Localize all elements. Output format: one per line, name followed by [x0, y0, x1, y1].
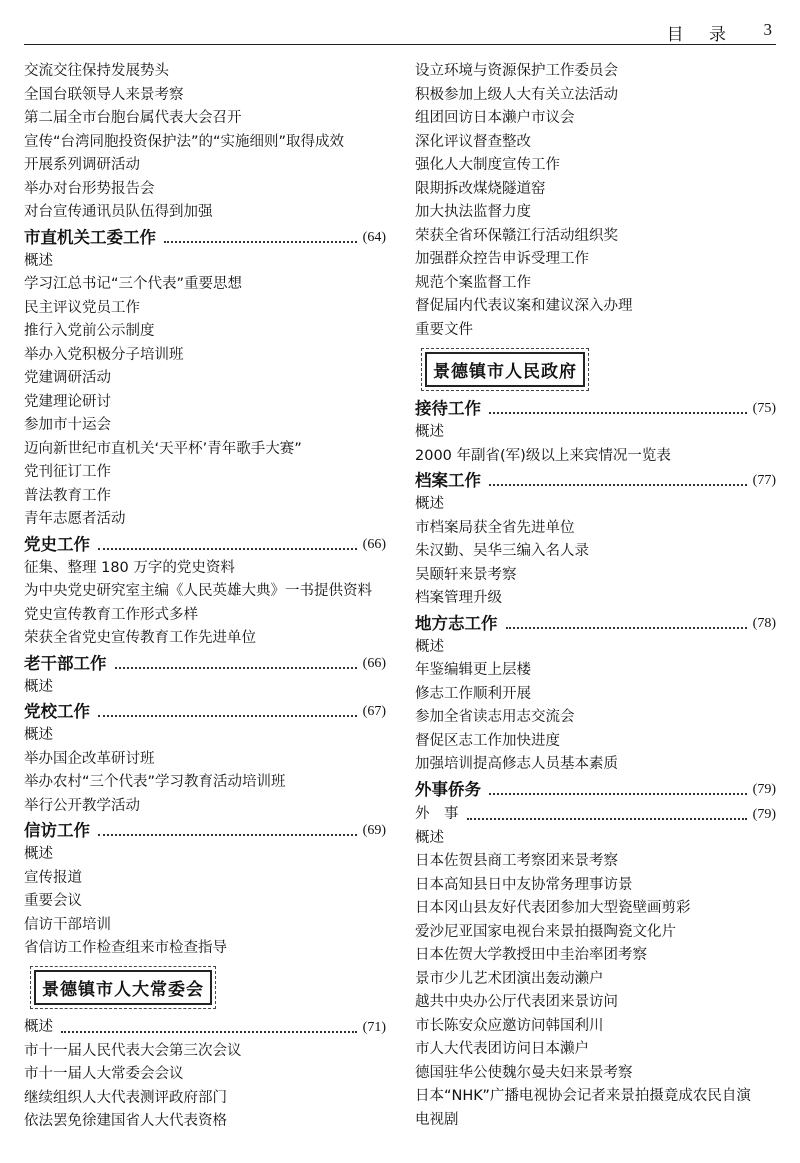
- toc-section-heading[interactable]: [24, 818, 386, 843]
- toc-entry[interactable]: 党刊征订工作: [24, 464, 111, 480]
- toc-entry[interactable]: 积极参加上级人大有关立法活动: [415, 86, 618, 103]
- section-page-number: (75): [752, 401, 776, 416]
- toc-entry[interactable]: 党建理论研讨: [24, 393, 111, 410]
- toc-entry[interactable]: 2000 年副省(军)级以上来宾情况一览表: [415, 447, 671, 464]
- toc-entry[interactable]: 强化人大制度宣传工作: [415, 157, 560, 173]
- toc-entry[interactable]: 依法罢免徐建国省人大代表资格: [24, 1113, 227, 1129]
- section-title: 老干部工作: [24, 653, 107, 673]
- toc-entry[interactable]: 概述: [415, 424, 444, 440]
- toc-entry[interactable]: 概述: [24, 678, 53, 695]
- section-title: 党史工作: [24, 534, 90, 554]
- dot-leader: [98, 834, 357, 836]
- section-page-number: (66): [362, 536, 386, 552]
- toc-entry[interactable]: 征集、整理 180 万字的党史资料: [24, 559, 235, 576]
- toc-entry[interactable]: 推行入党前公示制度: [24, 323, 155, 339]
- toc-entry[interactable]: 越共中央办公厅代表团来景访问: [415, 994, 618, 1010]
- toc-entry[interactable]: 设立环境与资源保护工作委员会: [415, 63, 618, 79]
- section-page-number: (79): [752, 806, 776, 822]
- toc-entry[interactable]: 电视剧: [415, 1111, 459, 1128]
- toc-entry[interactable]: 日本佐贺县商工考察团来景考察: [415, 853, 618, 869]
- toc-entry[interactable]: 交流交往保持发展势头: [24, 63, 169, 79]
- toc-entry[interactable]: 青年志愿者活动: [24, 511, 126, 527]
- toc-entry[interactable]: 日本冈山县友好代表团参加大型瓷壁画剪彩: [415, 900, 691, 916]
- toc-entry[interactable]: 朱汉勤、吴华三编入名人录: [415, 543, 589, 559]
- toc-entry[interactable]: 加大执法监督力度: [415, 204, 531, 220]
- toc-entry[interactable]: 全国台联领导人来景考察: [24, 86, 184, 103]
- chapter-banner: [24, 961, 386, 1015]
- toc-entry[interactable]: 举办入党积极分子培训班: [24, 346, 184, 363]
- section-title: 外 事: [415, 805, 459, 822]
- toc-entry[interactable]: 第二届全市台胞台属代表大会召开: [24, 110, 242, 126]
- toc-entry-with-page[interactable]: [415, 802, 776, 827]
- toc-entry[interactable]: 市长陈安众应邀访问韩国利川: [415, 1017, 604, 1034]
- toc-entry[interactable]: 督促届内代表议案和建议深入办理: [415, 298, 633, 314]
- toc-entry[interactable]: 年鉴编辑更上层楼: [415, 662, 531, 678]
- toc-entry[interactable]: 举办农村“三个代表”学习教育活动培训班: [24, 774, 286, 790]
- section-page-number: (71): [362, 1019, 386, 1035]
- toc-entry[interactable]: 市档案局获全省先进单位: [415, 519, 575, 536]
- toc-entry[interactable]: 信访干部培训: [24, 916, 111, 933]
- section-title: 市直机关工委工作: [24, 227, 156, 247]
- section-title: 概述: [24, 1018, 53, 1035]
- toc-entry[interactable]: 概述: [415, 829, 444, 846]
- chapter-banner: [415, 342, 776, 396]
- section-page-number: (78): [752, 615, 776, 631]
- section-title: 档案工作: [415, 471, 481, 490]
- toc-entry[interactable]: 迈向新世纪市直机关‘天平杯’青年歌手大赛”: [24, 440, 302, 457]
- toc-entry[interactable]: 继续组织人大代表测评政府部门: [24, 1089, 227, 1106]
- section-page-number: (67): [362, 704, 386, 719]
- toc-entry[interactable]: 爱沙尼亚国家电视台来景拍摄陶瓷文化片: [415, 923, 676, 940]
- toc-entry[interactable]: 概述: [415, 638, 444, 655]
- section-page-number: (79): [752, 781, 776, 797]
- dot-leader: [489, 793, 747, 795]
- section-page-number: (69): [362, 823, 386, 838]
- header-title: 目 录: [666, 25, 736, 45]
- dot-leader: [61, 1031, 357, 1033]
- toc-section-heading[interactable]: [415, 468, 776, 493]
- chapter-banner-title: 景德镇市人民政府: [425, 352, 585, 387]
- toc-entry[interactable]: 省信访工作检查组来市检查指导: [24, 940, 227, 956]
- toc-entry[interactable]: 限期拆改煤烧隧道窑: [415, 180, 546, 197]
- toc-entry[interactable]: 深化评议督查整改: [415, 133, 531, 150]
- toc-entry[interactable]: 党史宣传教育工作形式多样: [24, 606, 198, 623]
- section-title: 信访工作: [24, 821, 90, 840]
- toc-entry[interactable]: 吴颐轩来景考察: [415, 566, 517, 583]
- toc-right-column: [415, 60, 776, 1132]
- page-number: 3: [763, 20, 772, 39]
- toc-entry[interactable]: 举办对台形势报告会: [24, 180, 155, 197]
- toc-entry[interactable]: 修志工作顺利开展: [415, 685, 531, 702]
- dot-leader: [98, 715, 357, 717]
- toc-entry[interactable]: 规范个案监督工作: [415, 274, 531, 291]
- section-title: 接待工作: [415, 399, 481, 418]
- dot-leader: [506, 627, 747, 629]
- toc-entry[interactable]: 日本佐贺大学教授田中圭治率团考察: [415, 947, 647, 963]
- toc-entry[interactable]: 德国驻华公使魏尔曼夫妇来景考察: [415, 1064, 633, 1081]
- page-header: [24, 18, 776, 45]
- toc-entry[interactable]: 对台宣传通讯员队伍得到加强: [24, 204, 213, 220]
- toc-entry[interactable]: 概述: [24, 727, 53, 743]
- toc-entry[interactable]: 学习江总书记“三个代表”重要思想: [24, 276, 243, 292]
- toc-entry[interactable]: 档案管理升级: [415, 590, 502, 606]
- toc-entry[interactable]: 参加全省读志用志交流会: [415, 709, 575, 725]
- toc-entry[interactable]: 市人大代表团访问日本濑户: [415, 1041, 589, 1057]
- toc-entry[interactable]: 荣获全省党史宣传教育工作先进单位: [24, 630, 256, 646]
- toc-left-column: [24, 60, 386, 1134]
- toc-entry[interactable]: 举办国企改革研讨班: [24, 750, 155, 767]
- toc-section-heading[interactable]: [24, 225, 386, 250]
- toc-entry[interactable]: 荣获全省环保赣江行活动组织奖: [415, 227, 618, 244]
- section-title: 地方志工作: [415, 613, 498, 633]
- section-page-number: (64): [362, 229, 386, 245]
- toc-entry[interactable]: 宣传报道: [24, 869, 82, 886]
- toc-entry[interactable]: 市十一届人民代表大会第三次会议: [24, 1042, 242, 1059]
- toc-section-heading[interactable]: [24, 651, 386, 676]
- chapter-banner-title: 景德镇市人大常委会: [34, 970, 212, 1005]
- toc-entry[interactable]: 民主评议党员工作: [24, 299, 140, 316]
- toc-section-heading[interactable]: [24, 699, 386, 724]
- toc-entry[interactable]: 景市少儿艺术团演出轰动濑户: [415, 970, 604, 987]
- toc-entry[interactable]: 普法教育工作: [24, 487, 111, 504]
- section-title: 外事侨务: [415, 779, 481, 799]
- toc-entry[interactable]: 概述: [415, 496, 444, 512]
- toc-section-heading[interactable]: [415, 777, 776, 802]
- toc-entry[interactable]: 加强群众控告申诉受理工作: [415, 251, 589, 267]
- toc-entry[interactable]: 举行公开教学活动: [24, 797, 140, 814]
- toc-entry[interactable]: 开展系列调研活动: [24, 157, 140, 173]
- toc-entry-with-page[interactable]: [24, 1015, 386, 1040]
- toc-entry[interactable]: 重要会议: [24, 893, 82, 909]
- dot-leader: [489, 412, 747, 414]
- toc-section-heading[interactable]: [415, 611, 776, 636]
- toc-entry[interactable]: 为中央党史研究室主编《人民英雄大典》一书提供资料: [24, 583, 372, 599]
- dot-leader: [115, 667, 357, 669]
- toc-entry[interactable]: 宣传“台湾同胞投资保护法”的“实施细则”取得成效: [24, 133, 345, 150]
- dot-leader: [489, 484, 747, 486]
- dot-leader: [98, 548, 357, 550]
- dot-leader: [467, 818, 747, 820]
- toc-section-heading[interactable]: [415, 396, 776, 421]
- toc-entry[interactable]: 重要文件: [415, 321, 473, 338]
- toc-entry[interactable]: 概述: [24, 252, 53, 269]
- toc-entry[interactable]: 督促区志工作加快进度: [415, 732, 560, 749]
- toc-entry[interactable]: 组团回访日本濑户市议会: [415, 110, 575, 126]
- section-title: 党校工作: [24, 702, 90, 721]
- section-page-number: (66): [362, 655, 386, 671]
- toc-entry[interactable]: 市十一届人大常委会会议: [24, 1066, 184, 1082]
- toc-entry[interactable]: 日本高知县日中友协常务理事访景: [415, 876, 633, 893]
- dot-leader: [164, 241, 357, 243]
- section-page-number: (77): [752, 473, 776, 488]
- toc-entry[interactable]: 日本“NHK”广播电视协会记者来景拍摄竟成农民自演: [415, 1088, 751, 1104]
- toc-entry[interactable]: 参加市十运会: [24, 417, 111, 433]
- toc-entry[interactable]: 加强培训提高修志人员基本素质: [415, 756, 618, 772]
- toc-entry[interactable]: 党建调研活动: [24, 370, 111, 386]
- toc-entry[interactable]: 概述: [24, 846, 53, 862]
- toc-section-heading[interactable]: [24, 532, 386, 557]
